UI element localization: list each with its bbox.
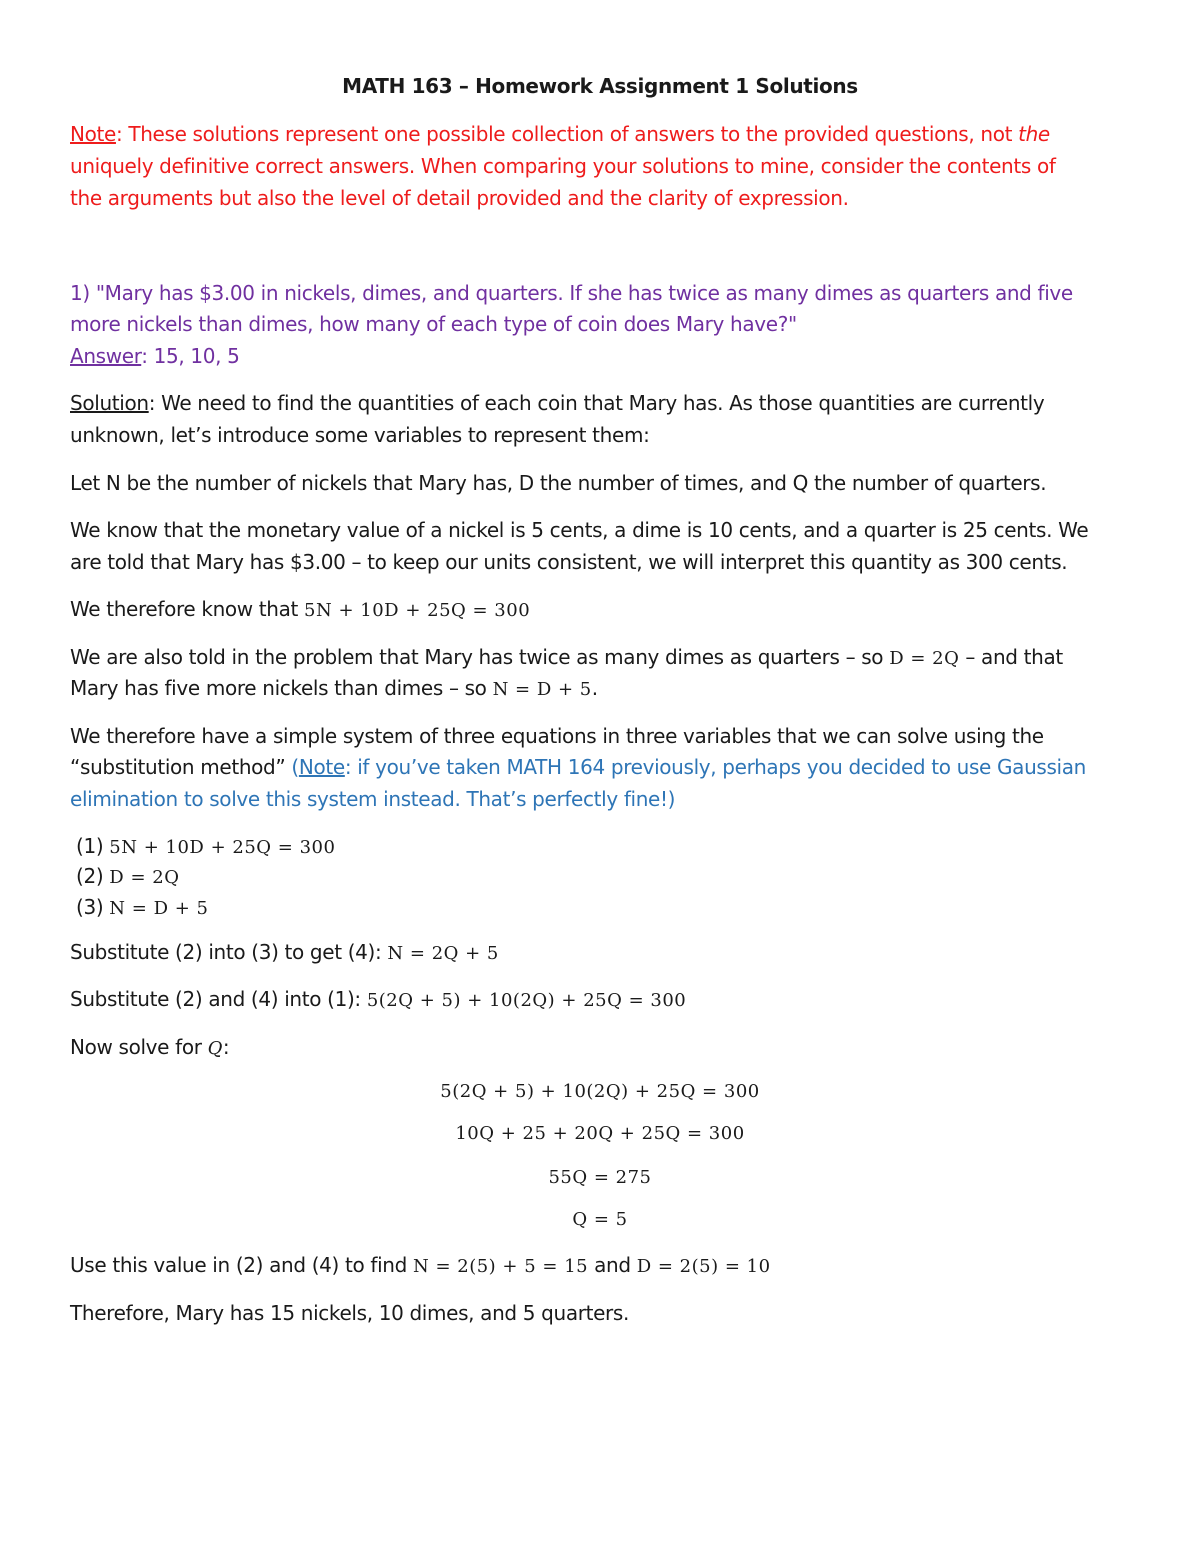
answer-line [70, 342, 240, 370]
variables-line: Let N be the number of nickels that Mary has, D the number of times, and Q the number of quarters. [70, 471, 1047, 495]
note-line-1 [70, 120, 1050, 148]
substitute-text-1: Substitute (2) into (3) to get (4): [70, 940, 388, 964]
substitute-text-2: Substitute (2) and (4) into (1): [70, 987, 367, 1011]
equation-dimes: D = 2Q [889, 648, 960, 669]
constraints-line-2 [70, 674, 598, 704]
constraints2-text-a: Mary has five more nickels than dimes – so [70, 676, 493, 700]
equation-4: N = 2Q + 5 [387, 943, 499, 964]
solution-line-1 [70, 389, 1044, 417]
solution-label: Solution [70, 391, 149, 415]
solve-colon: : [222, 1035, 230, 1059]
conclusion-line: Therefore, Mary has 15 nickels, 10 dimes, and 5 quarters. [70, 1301, 629, 1325]
aside-label: Note [298, 755, 345, 779]
constraints-text-b: – and that [959, 645, 1063, 669]
value-line-1: We know that the monetary value of a nickel is 5 cents, a dime is 10 cents, and a quarter is 25 cents. We [70, 518, 1089, 542]
note-label: Note [70, 122, 116, 146]
equation-1-line [76, 832, 335, 862]
answer-text: : 15, 10, 5 [141, 344, 240, 368]
step-4: Q = 5 [572, 1209, 628, 1230]
substitute-line-1 [70, 938, 499, 968]
equation-d-value: D = 2(5) = 10 [636, 1256, 771, 1277]
aside-line-2: elimination to solve this system instead. That’s perfectly fine!) [70, 787, 676, 811]
solution-text: : We need to find the quantities of each coin that Mary has. As those quantities are currently [148, 391, 1045, 415]
system-line-1: We therefore have a simple system of three equations in three variables that we can solve using the [70, 724, 1044, 748]
equation-2-line [76, 862, 179, 892]
equation-n-value: N = 2(5) + 5 = 15 [412, 1256, 589, 1277]
substitute-line-2 [70, 985, 686, 1015]
step-3: 55Q = 275 [548, 1167, 652, 1188]
equation-total: 5N + 10D + 25Q = 300 [304, 600, 531, 621]
note-line-3: the arguments but also the level of detail provided and the clarity of expression. [70, 186, 849, 210]
use-and: and [588, 1253, 637, 1277]
constraints-text-a: We are also told in the problem that Mary has twice as many dimes as quarters – so [70, 645, 890, 669]
equation-2: D = 2Q [109, 867, 180, 888]
value-line-2: are told that Mary has $3.00 – to keep our units consistent, we will interpret this quantity as 300 cents. [70, 550, 1068, 574]
constraints2-text-b: . [591, 676, 598, 700]
question-line-1: 1) "Mary has $3.00 in nickels, dimes, and quarters. If she has twice as many dimes as quarters and five [70, 281, 1073, 305]
step-1: 5(2Q + 5) + 10(2Q) + 25Q = 300 [440, 1081, 760, 1102]
question-line-2: more nickels than dimes, how many of each type of coin does Mary have?" [70, 312, 797, 336]
system-line-2 [70, 753, 1086, 781]
constraints-line-1 [70, 643, 1063, 673]
equation-3: N = D + 5 [109, 898, 209, 919]
back-substitution-line [70, 1251, 771, 1281]
equation-1: 5N + 10D + 25Q = 300 [109, 837, 336, 858]
note-text-a: : These solutions represent one possible collection of answers to the provided questions, not [115, 122, 1019, 146]
equation-3-line [76, 893, 208, 923]
note-line-2: uniquely definitive correct answers. When comparing your solutions to mine, consider the contents of [70, 154, 1056, 178]
answer-label: Answer [70, 344, 142, 368]
aside-text: : if you’ve taken MATH 164 previously, perhaps you decided to use Gaussian [344, 755, 1086, 779]
therefore-line [70, 595, 530, 625]
note-emphasis: the [1018, 122, 1050, 146]
therefore-text: We therefore know that [70, 597, 305, 621]
equation-substituted: 5(2Q + 5) + 10(2Q) + 25Q = 300 [366, 990, 687, 1011]
step-2: 10Q + 25 + 20Q + 25Q = 300 [455, 1123, 745, 1144]
solve-variable: Q [207, 1038, 223, 1059]
equation-nickels: N = D + 5 [492, 679, 592, 700]
use-text: Use this value in (2) and (4) to find [70, 1253, 413, 1277]
equation-2-tag: (2) [76, 864, 110, 888]
page-title: MATH 163 – Homework Assignment 1 Solutions [342, 74, 858, 98]
substitution-method-text: “substitution method” [70, 755, 292, 779]
equation-1-tag: (1) [76, 834, 110, 858]
solve-line [70, 1033, 229, 1063]
solve-text: Now solve for [70, 1035, 208, 1059]
solution-line-2: unknown, let’s introduce some variables to represent them: [70, 423, 650, 447]
aside-open: ( [291, 755, 299, 779]
equation-3-tag: (3) [76, 895, 110, 919]
